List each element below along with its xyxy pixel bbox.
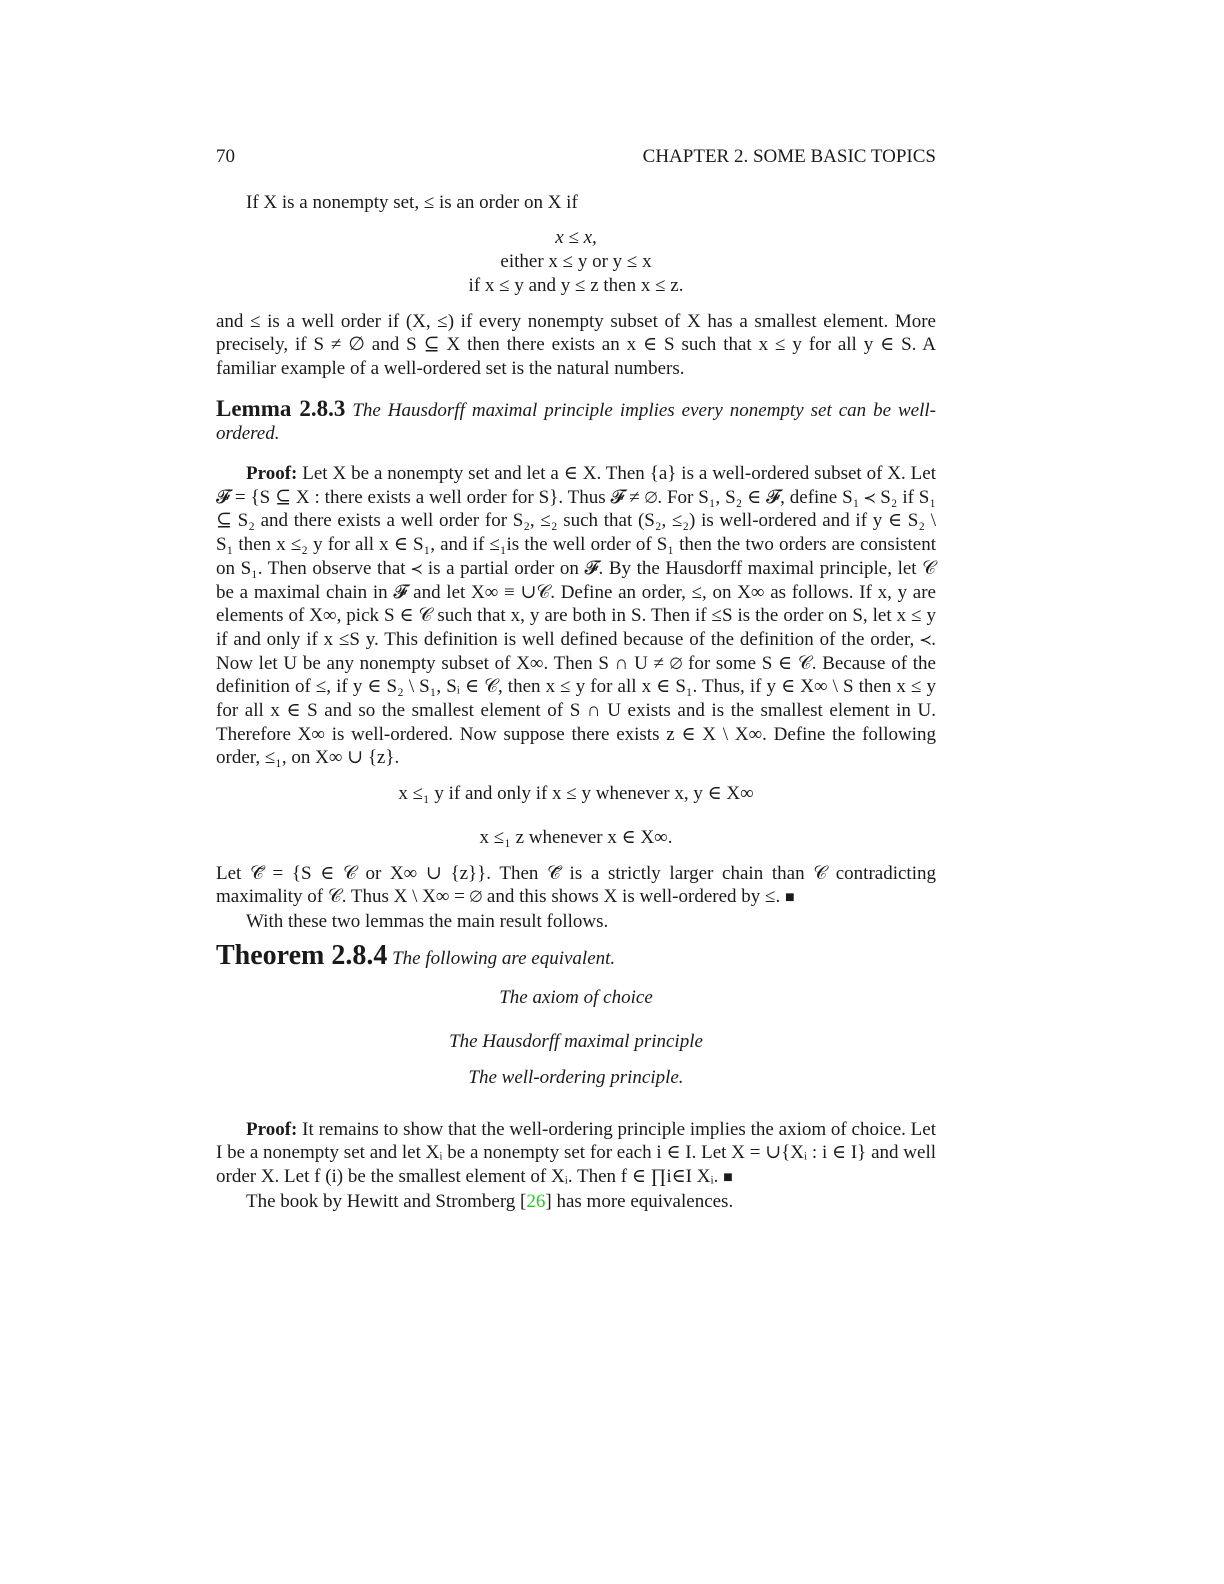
transition-sentence: With these two lemmas the main result follows. (246, 910, 609, 932)
theorem-proof-text: It remains to show that the well-ordering principle implies the axiom of choice. Let I be a nonempty set and let Xᵢ be a nonempty set for each i ∈ I. Let X = ∪{Xᵢ : i ∈ I} and well order X. Let f (i) be the smallest element of Xᵢ. Then f ∈ ∏i∈I Xᵢ. (216, 1118, 937, 1187)
intro-paragraph: If X is a nonempty set, ≤ is an order on X if (246, 191, 578, 213)
running-title: CHAPTER 2. SOME BASIC TOPICS (642, 146, 936, 167)
closing-before: The book by Hewitt and Stromberg [ (246, 1190, 527, 1212)
lemma-proof-conclusion (216, 862, 936, 910)
axiom-reflexive: x ≤ x, (555, 227, 597, 249)
theorem-label: Theorem 2.8.4 (216, 939, 388, 971)
page-number: 70 (216, 146, 235, 167)
lemma-proof-displays (216, 782, 936, 849)
page (216, 145, 936, 1213)
lemma-proof (216, 462, 936, 770)
axiom-total: either x ≤ y or y ≤ x (500, 251, 652, 273)
lemma-statement: The Hausdorff maximal principle implies every nonempty set can be well-ordered. (216, 399, 937, 445)
citation-link[interactable]: 26 (526, 1190, 546, 1212)
lemma (216, 397, 936, 446)
theorem (216, 939, 936, 971)
theorem-item-well-ordering: The well-ordering principle. (468, 1066, 684, 1088)
theorem-item-hausdorff: The Hausdorff maximal principle (449, 1031, 703, 1053)
theorem-statement: The following are equivalent. (392, 947, 616, 969)
lemma-conclusion-text: Let 𝒞̃ = {S ∈ 𝒞 or X∞ ∪ {z}}. Then 𝒞̃ is a strictly larger chain than 𝒞 contradicting maximality of 𝒞. Thus X \ X∞ = ∅ and this shows X is well-ordered by ≤. (216, 862, 936, 908)
proof-label: Proof: (246, 463, 298, 485)
display-equation-1: x ≤₁ y if and only if x ≤ y whenever x, y ∈ X∞ (398, 783, 754, 805)
order-axioms (216, 226, 936, 297)
closing-after: ] has more equivalences. (545, 1190, 734, 1212)
qed-symbol: ■ (784, 889, 795, 907)
theorem-item-axiom-of-choice: The axiom of choice (499, 987, 653, 1009)
display-equation-2: x ≤₁ z whenever x ∈ X∞. (479, 826, 673, 848)
theorem-qed-symbol: ■ (723, 1168, 733, 1186)
running-header (216, 145, 936, 169)
axiom-transitive: if x ≤ y and y ≤ z then x ≤ z. (468, 274, 684, 296)
theorem-proof-label: Proof: (246, 1118, 298, 1140)
lemma-proof-text: Let X be a nonempty set and let a ∈ X. Then {a} is a well-ordered subset of X. Let 𝓕 = {S ⊆ X : there exists a well order for S}. Thus 𝓕 ≠ ∅. For S₁, S₂ ∈ 𝓕, define S₁ ≺ S₂ if S₁ ⊆ S₂ and there exists a well order for S₂, ≤₂ such that (S₂, ≤₂) is well-ordered and if y ∈ S₂ \ S₁ then x ≤₂ y for all x ∈ S₁, and if ≤₁is the well order of S₁ then the two orders are consistent on S₁. Then observe that ≺ is a partial order on 𝓕. By the Hausdorff maximal principle, let 𝒞 be a maximal chain in 𝓕 and let X∞ ≡ ∪𝒞. Define an order, ≤, on X∞ as follows. If x, y are elements of X∞, pick S ∈ 𝒞 such that x, y are both in S. Then if ≤S is the order on S, let x ≤ y if and only if x ≤S y. This definition is well defined because of the definition of the order, ≺. Now let U be any nonempty subset of X∞. Then S ∩ U ≠ ∅ for some S ∈ 𝒞. Because of the definition of ≤, if y ∈ S₂ \ S₁, Sᵢ ∈ 𝒞, then x ≤ y for all x ∈ S₁. Thus, if y ∈ X∞ \ S then x ≤ y for all x ∈ S and so the smallest element of S ∩ U exists and is the smallest element in U. Therefore X∞ is well-ordered. Now suppose there exists z ∈ X \ X∞. Define the following order, ≤₁, on X∞ ∪ {z}. (216, 463, 936, 769)
closing-sentence (216, 1190, 936, 1214)
theorem-items (216, 986, 936, 1089)
well-order-definition: and ≤ is a well order if (X, ≤) if every nonempty subset of X has a smallest element. More precisely, if S ≠ ∅ and S ⊆ X then there exists an x ∈ S such that x ≤ y for all y ∈ S. A familiar example of a well-ordered set is the natural numbers. (216, 310, 936, 379)
lemma-label: Lemma 2.8.3 (216, 395, 346, 421)
theorem-proof (216, 1118, 936, 1190)
